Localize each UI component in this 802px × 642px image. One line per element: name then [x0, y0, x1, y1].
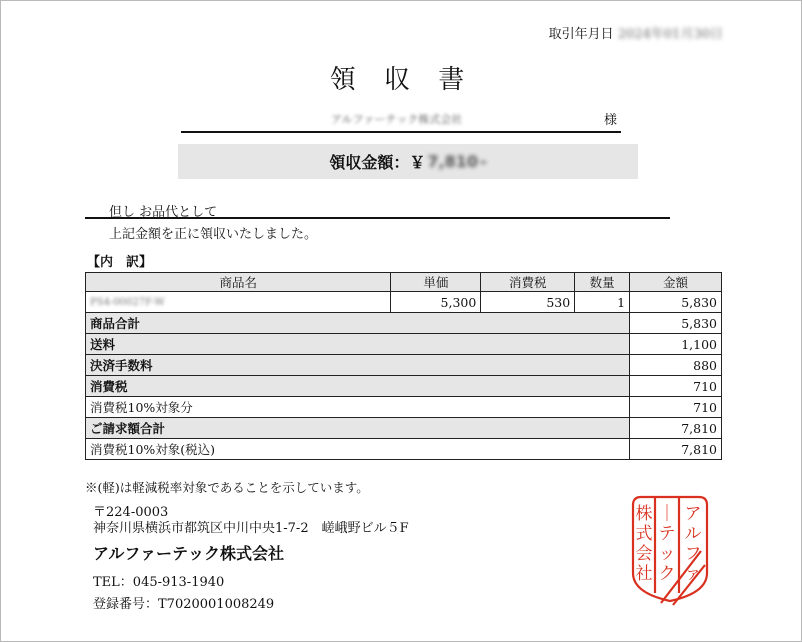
issuer-registration-number: 登録番号：T7020001008249	[93, 597, 275, 612]
summary-value: 710	[630, 376, 722, 397]
summary-label: 送料	[86, 334, 630, 355]
proviso-line	[85, 201, 670, 219]
breakdown-heading: 【内 訳】	[87, 255, 153, 270]
summary-label: 決済手数料	[86, 355, 630, 376]
summary-value: 7,810	[630, 418, 722, 439]
summary-label: 消費税	[86, 376, 630, 397]
received-amount-box	[178, 144, 638, 179]
svg-text:テ: テ	[658, 524, 676, 544]
amount-label: 領収金額：￥	[329, 153, 426, 172]
summary-value: 1,100	[630, 334, 722, 355]
svg-text:ア: ア	[684, 504, 702, 524]
amount-value: 7,810	[427, 152, 478, 171]
item-amount: 5,830	[630, 292, 722, 313]
svg-text:ッ: ッ	[658, 544, 676, 564]
summary-row-tax-10-incl	[86, 439, 722, 460]
summary-label: 消費税10%対象分	[86, 397, 630, 418]
item-row	[86, 292, 722, 313]
summary-label: 商品合計	[86, 313, 630, 334]
document-title: 領 収 書	[329, 65, 475, 95]
summary-row-payment-fee	[86, 355, 722, 376]
item-qty: 1	[575, 292, 630, 313]
item-unit-price: 5,300	[391, 292, 481, 313]
issuer-address: 神奈川県横浜市都筑区中川中央1-7-2 嵯峨野ビル５F	[93, 521, 409, 536]
company-seal-stamp	[615, 491, 725, 611]
svg-text:｜: ｜	[658, 504, 676, 524]
header-qty: 数量	[575, 273, 630, 292]
svg-text:ァ: ァ	[684, 564, 702, 584]
recipient-line	[181, 109, 621, 133]
receipt-confirmation: 上記金額を正に領収いたしました。	[109, 227, 318, 242]
summary-value: 7,810	[630, 439, 722, 460]
svg-text:ル: ル	[684, 524, 702, 544]
item-name: PS4-00027F-W	[86, 292, 391, 313]
reduced-tax-footnote: ※(軽)は軽減税率対象であることを示しています。	[85, 480, 369, 495]
summary-value: 5,830	[630, 313, 722, 334]
svg-text:社: 社	[635, 564, 653, 584]
date-label: 取引年月日	[548, 27, 614, 42]
svg-text:フ: フ	[684, 544, 702, 564]
transaction-date	[549, 23, 723, 42]
proviso-text: 但し お品代として	[109, 205, 218, 220]
svg-text:株: 株	[635, 504, 653, 524]
svg-text:会: 会	[635, 544, 653, 564]
table-header-row	[86, 273, 722, 292]
svg-text:式: 式	[635, 524, 653, 544]
issuer-postal-code: 〒224-0003	[93, 505, 169, 520]
svg-text:ク: ク	[658, 564, 676, 584]
recipient-honorific: 様	[603, 113, 617, 128]
summary-row-tax	[86, 376, 722, 397]
recipient-name: アルファーテック株式会社	[331, 113, 463, 126]
amount-suffix: -	[479, 152, 487, 171]
header-tax: 消費税	[481, 273, 575, 292]
summary-value: 710	[630, 397, 722, 418]
summary-row-grand-total	[86, 418, 722, 439]
summary-value: 880	[630, 355, 722, 376]
summary-row-tax-10-target	[86, 397, 722, 418]
issuer-company-name: アルファーテック株式会社	[93, 544, 285, 563]
header-product: 商品名	[86, 273, 391, 292]
date-value: 2024年01月30日	[617, 27, 723, 42]
header-amount: 金額	[630, 273, 722, 292]
header-unit-price: 単価	[391, 273, 481, 292]
issuer-phone: TEL：045-913-1940	[93, 575, 225, 590]
summary-label: ご請求額合計	[86, 418, 630, 439]
summary-row-shipping	[86, 334, 722, 355]
breakdown-table	[85, 272, 722, 460]
summary-label: 消費税10%対象(税込)	[86, 439, 630, 460]
summary-row-subtotal	[86, 313, 722, 334]
item-tax: 530	[481, 292, 575, 313]
